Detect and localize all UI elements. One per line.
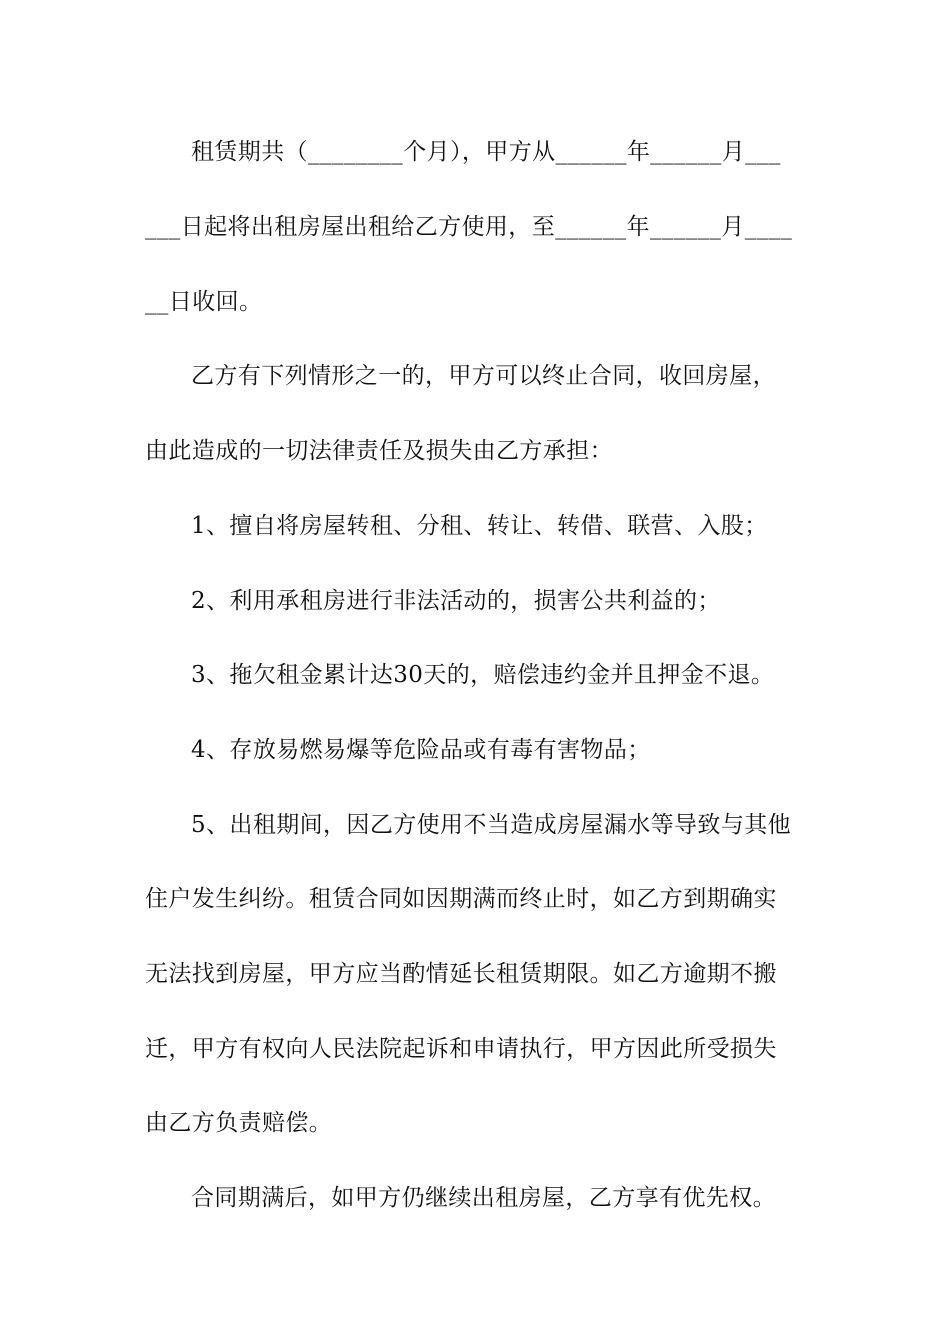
list-item: 4、存放易燃易爆等危险品或有毒有害物品；	[191, 737, 651, 763]
text-line: 无法找到房屋，甲方应当酌情延长租赁期限。如乙方逾期不搬	[145, 961, 777, 987]
list-item: 2、利用承租房进行非法活动的，损害公共利益的；	[191, 588, 721, 614]
text-line: ___日起将出租房屋出租给乙方使用，至______年______月____	[145, 214, 793, 240]
text-line: 由乙方负责赔偿。	[145, 1110, 333, 1136]
text-line: 住户发生纠纷。租赁合同如因期满而终止时，如乙方到期确实	[145, 886, 777, 912]
list-item: 3、拖欠租金累计达30天的，赔偿违约金并且押金不退。	[191, 662, 775, 688]
text-line: 由此造成的一切法律责任及损失由乙方承担：	[145, 438, 613, 464]
text-line: 合同期满后，如甲方仍继续出租房屋，乙方享有优先权。	[191, 1185, 776, 1211]
text-line: 租赁期共（________个月），甲方从______年______月___	[191, 139, 781, 165]
text-line: 迁，甲方有权向人民法院起诉和申请执行，甲方因此所受损失	[145, 1036, 777, 1062]
text-line: 乙方有下列情形之一的，甲方可以终止合同，收回房屋，	[191, 363, 776, 389]
list-item: 5、出租期间，因乙方使用不当造成房屋漏水等导致与其他	[191, 812, 792, 838]
list-item: 1、擅自将房屋转租、分租、转让、转借、联营、入股；	[191, 513, 768, 539]
text-line: __日收回。	[145, 289, 263, 315]
